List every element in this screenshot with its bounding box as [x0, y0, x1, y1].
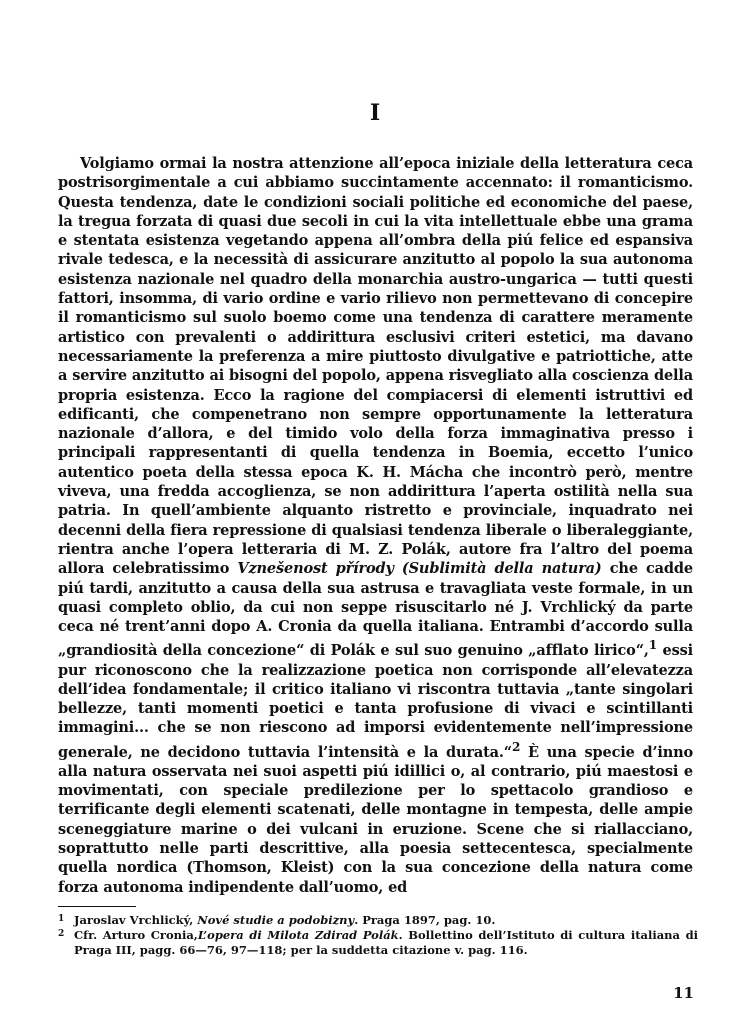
- body-text: [58, 154, 693, 897]
- footnote-text-post: . Praga 1897, pag. 10.: [354, 913, 496, 927]
- footnote-text: [74, 928, 698, 958]
- footnote-mark: 1: [58, 914, 65, 924]
- footnote-text-post: . Bollettino dell’Istituto di cultura italiana di Praga III, pagg. 66—76, 97—118; per la suddetta citazione v. pag. 116.: [74, 928, 698, 957]
- footnote-book-title: Nové studie a podobizny: [197, 913, 355, 927]
- page-number: 11: [673, 984, 694, 1002]
- body-paragraph: [58, 154, 693, 897]
- footnote-ref-2[interactable]: 2: [512, 739, 521, 754]
- footnote-text: [74, 913, 698, 928]
- footnote-1: [58, 913, 698, 928]
- footnotes: [58, 913, 698, 958]
- footnote-text-pre: Jaroslav Vrchlický,: [74, 913, 198, 927]
- body-text-part-1: Volgiamo ormai la nostra attenzione all’epoca iniziale della letteratura ceca postrisorgimentale a cui abbiamo succintamente accennato: il romanticismo. Questa tendenza, date le condizioni sociali politiche ed economiche del paese, la tregua forzata di quasi due secoli in cui la vita intellettuale ebbe una grama e stentata esistenza vegetando appena all’ombra della piú felice ed espansiva rivale tedesca, e la necessità di assicurare anzitutto al popolo la sua autonoma esistenza nazionale nel quadro della monarchia austro-ungarica — tutti questi fattori, insomma, di vario ordine e vario rilievo non permettevano di concepire il romanticismo sul suolo boemo come una tendenza di carattere meramente artistico con prevalenti o addirittura esclusivi criteri estetici, ma davano necessariamente la preferenza a mire piuttosto divulgative e patriottiche, atte a servire anzitutto ai bisogni del popolo, appena risvegliato alla coscienza della propria esistenza. Ecco la ragione del compiacersi di elementi istruttivi ed edificanti, che compenetrano non sempre opportunamente la letteratura nazionale d’allora, e del timido volo della forza immaginativa presso i principali rappresentanti di quella tendenza in Boemia, eccetto l’unico autentico poeta della stessa epoca K. H. Mácha che incontrò però, mentre viveva, una fredda accoglienza, se non addirittura l’aperta ostilità nella sua patria. In quell’ambiente alquanto ristretto e provinciale, inquadrato nei decenni della fiera repressione di qualsiasi tendenza liberale o liberaleggiante, rientra anche l’opera letteraria di M. Z. Polák, autore fra l’altro del poema allora celebratissimo: [58, 155, 693, 578]
- footnote-ref-1[interactable]: 1: [648, 638, 658, 653]
- body-text-part-2: che cadde piú tardi, anzitutto a causa della sua astrusa e travagliata veste formale, in un quasi completo oblio, da cui non seppe risuscitarlo né J. Vrchlický da parte ceca né trent’anni dopo A. Cronia da quella italiana. Entrambi d’accordo sulla „grandiosità della concezione“ di Polák e sul suo genuino „afflato lirico“,: [58, 560, 693, 660]
- footnote-book-title: L’opera di Milota Zdirad Polák: [197, 928, 399, 942]
- footnote-2: [58, 928, 698, 958]
- footnote-divider: [58, 906, 136, 907]
- poem-title: Vznešenost přírody (Sublimità della natura): [237, 560, 602, 578]
- footnote-text-pre: Cfr. Arturo Cronia,: [74, 928, 198, 942]
- body-text-part-3: essi pur riconoscono che la realizzazione poetica non corrisponde all’elevatezza dell’idea fondamentale; il critico italiano vi riscontra tuttavia „tante singolari bellezze, tanti momenti poetici e tanta profusione di vivaci e scintillanti immagini... che se non riescono ad imporsi evidentemente nell’impressione generale, ne decidono tuttavia l’intensità e la durata.“: [58, 642, 693, 761]
- footnote-mark: 2: [58, 929, 65, 939]
- chapter-heading: I: [369, 100, 381, 126]
- body-text-part-4: È una specie d’inno alla natura osservata nei suoi aspetti piú idillici o, al contrario, piú maestosi e movimentati, con speciale predilezione per lo spettacolo grandioso e terrificante degli elementi scatenati, delle montagne in tempesta, delle ampie sceneggiature marine o dei vulcani in eruzione. Scene che si riallacciano, soprattutto nelle parti descrittive, alla poesia settecentesca, specialmente quella nordica (Thomson, Kleist) con la sua concezione della natura come forza autonoma indipendente dall’uomo, ed: [58, 743, 694, 896]
